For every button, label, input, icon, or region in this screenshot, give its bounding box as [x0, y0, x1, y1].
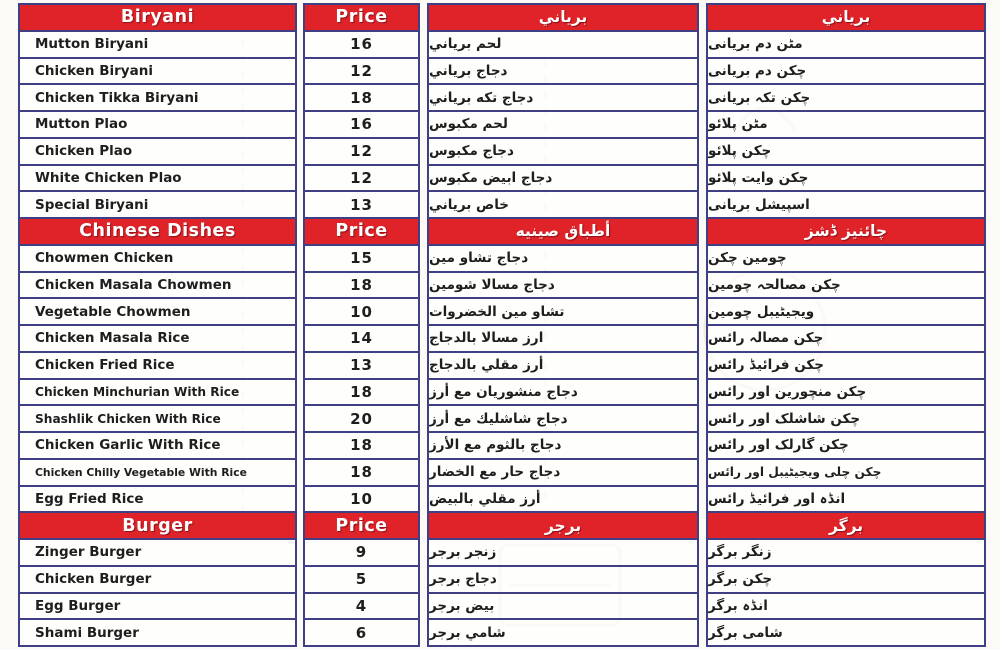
- menu-item-english: Mutton Plao: [20, 110, 295, 137]
- menu-item-urdu: چکن دم بریانی: [708, 57, 984, 84]
- menu-item-urdu: چکن چلی ویجیٹیبل اور رائس: [708, 458, 984, 485]
- menu-column-arabic: [427, 3, 699, 647]
- menu-item-urdu: چکن گارلک اور رائس: [708, 431, 984, 458]
- price-cell: 5: [305, 565, 418, 592]
- price-cell: 4: [305, 592, 418, 619]
- menu-item-english: Chicken Fried Rice: [20, 351, 295, 378]
- menu-item-arabic: أرز مقلي بالدجاج: [429, 351, 697, 378]
- menu-item-urdu: چکن برگر: [708, 565, 984, 592]
- section-header-english: Biryani: [20, 5, 295, 30]
- price-cell: 13: [305, 351, 418, 378]
- menu-item-arabic: لحم مكبوس: [429, 110, 697, 137]
- menu-item-urdu: چکن پلائو: [708, 137, 984, 164]
- price-cell: 18: [305, 271, 418, 298]
- menu-item-arabic: دجاج ابيض مكبوس: [429, 164, 697, 191]
- price-cell: 14: [305, 324, 418, 351]
- menu-item-english: Vegetable Chowmen: [20, 297, 295, 324]
- price-cell: 18: [305, 431, 418, 458]
- section-header-price: Price: [305, 217, 418, 244]
- menu-item-arabic: زنجر برجر: [429, 538, 697, 565]
- section-header-arabic: برياني: [429, 5, 697, 30]
- menu-item-arabic: دجاج تكه برياني: [429, 83, 697, 110]
- price-cell: 13: [305, 190, 418, 217]
- section-header-urdu: برياني: [708, 5, 984, 30]
- menu-item-arabic: دجاج تشاو مين: [429, 244, 697, 271]
- menu-item-urdu: اسپیشل بریانی: [708, 190, 984, 217]
- price-cell: 6: [305, 618, 418, 645]
- menu-item-urdu: انڈہ اور فرائیڈ رائس: [708, 485, 984, 512]
- menu-item-urdu: چکن مصالہ رائس: [708, 324, 984, 351]
- menu-item-arabic: دجاج مسالا شومين: [429, 271, 697, 298]
- menu-item-urdu: چکن فرائیڈ رائس: [708, 351, 984, 378]
- menu-item-english: Chicken Masala Rice: [20, 324, 295, 351]
- section-header-english: Chinese Dishes: [20, 217, 295, 244]
- section-header-price: Price: [305, 511, 418, 538]
- section-header-english: Burger: [20, 511, 295, 538]
- menu-item-english: Chicken Biryani: [20, 57, 295, 84]
- price-cell: 16: [305, 110, 418, 137]
- menu-item-arabic: دجاج شاشليك مع أرز: [429, 404, 697, 431]
- menu-item-arabic: دجاج منشوريان مع أرز: [429, 378, 697, 405]
- menu-item-urdu: مٹن دم بریانی: [708, 30, 984, 57]
- menu-item-urdu: چکن مصالحہ چومین: [708, 271, 984, 298]
- price-cell: 16: [305, 30, 418, 57]
- menu-item-arabic: دجاج برجر: [429, 565, 697, 592]
- menu-item-english: Chicken Minchurian With Rice: [20, 378, 295, 405]
- menu-item-english: Zinger Burger: [20, 538, 295, 565]
- menu-item-arabic: ارز مسالا بالدجاج: [429, 324, 697, 351]
- menu-item-arabic: أرز مقلي بالبيض: [429, 485, 697, 512]
- menu-item-english: White Chicken Plao: [20, 164, 295, 191]
- price-cell: 10: [305, 485, 418, 512]
- menu-item-urdu: چومین چکن: [708, 244, 984, 271]
- menu-item-arabic: دجاج مكبوس: [429, 137, 697, 164]
- section-header-arabic: برجر: [429, 511, 697, 538]
- menu-item-arabic: دجاج برياني: [429, 57, 697, 84]
- price-cell: 12: [305, 164, 418, 191]
- menu-item-english: Chicken Tikka Biryani: [20, 83, 295, 110]
- menu-item-urdu: چکن منچورین اور رائس: [708, 378, 984, 405]
- menu-item-english: Special Biryani: [20, 190, 295, 217]
- menu-item-english: Chicken Masala Chowmen: [20, 271, 295, 298]
- menu-item-urdu: زنگر برگر: [708, 538, 984, 565]
- menu-item-arabic: خاص برياني: [429, 190, 697, 217]
- section-header-urdu: چائنیز ڈشز: [708, 217, 984, 244]
- price-cell: 18: [305, 378, 418, 405]
- price-cell: 9: [305, 538, 418, 565]
- menu-column-price: [303, 3, 420, 647]
- menu-item-english: Egg Burger: [20, 592, 295, 619]
- menu-item-arabic: لحم برياني: [429, 30, 697, 57]
- menu-item-urdu: چکن تکہ بریانی: [708, 83, 984, 110]
- menu-item-english: Shashlik Chicken With Rice: [20, 404, 295, 431]
- menu-item-arabic: تشاو مين الخضروات: [429, 297, 697, 324]
- section-header-urdu: برگر: [708, 511, 984, 538]
- price-cell: 20: [305, 404, 418, 431]
- price-cell: 18: [305, 83, 418, 110]
- menu-item-english: Chicken Chilly Vegetable With Rice: [20, 458, 295, 485]
- menu-item-urdu: مٹن پلائو: [708, 110, 984, 137]
- menu-item-urdu: چکن وایت پلائو: [708, 164, 984, 191]
- menu-item-urdu: چکن شاشلک اور رائس: [708, 404, 984, 431]
- price-cell: 12: [305, 137, 418, 164]
- price-cell: 12: [305, 57, 418, 84]
- menu-item-urdu: شامی برگر: [708, 618, 984, 645]
- menu-column-english: [18, 3, 297, 647]
- section-header-arabic: أطباق صينيه: [429, 217, 697, 244]
- price-cell: 10: [305, 297, 418, 324]
- menu-item-urdu: انڈہ برگر: [708, 592, 984, 619]
- menu-item-english: Chicken Burger: [20, 565, 295, 592]
- menu-item-english: Chicken Garlic With Rice: [20, 431, 295, 458]
- menu-column-urdu: [706, 3, 986, 647]
- price-cell: 15: [305, 244, 418, 271]
- menu-item-english: Egg Fried Rice: [20, 485, 295, 512]
- menu-item-english: Chicken Plao: [20, 137, 295, 164]
- menu-item-arabic: دجاج حار مع الخضار: [429, 458, 697, 485]
- section-header-price: Price: [305, 5, 418, 30]
- price-cell: 18: [305, 458, 418, 485]
- menu-item-english: Shami Burger: [20, 618, 295, 645]
- menu-item-english: Chowmen Chicken: [20, 244, 295, 271]
- menu-item-arabic: بيض برجر: [429, 592, 697, 619]
- menu-item-urdu: ویجیٹیبل چومین: [708, 297, 984, 324]
- menu-item-arabic: دجاج بالثوم مع الأرز: [429, 431, 697, 458]
- menu-item-english: Mutton Biryani: [20, 30, 295, 57]
- menu-item-arabic: شامي برجر: [429, 618, 697, 645]
